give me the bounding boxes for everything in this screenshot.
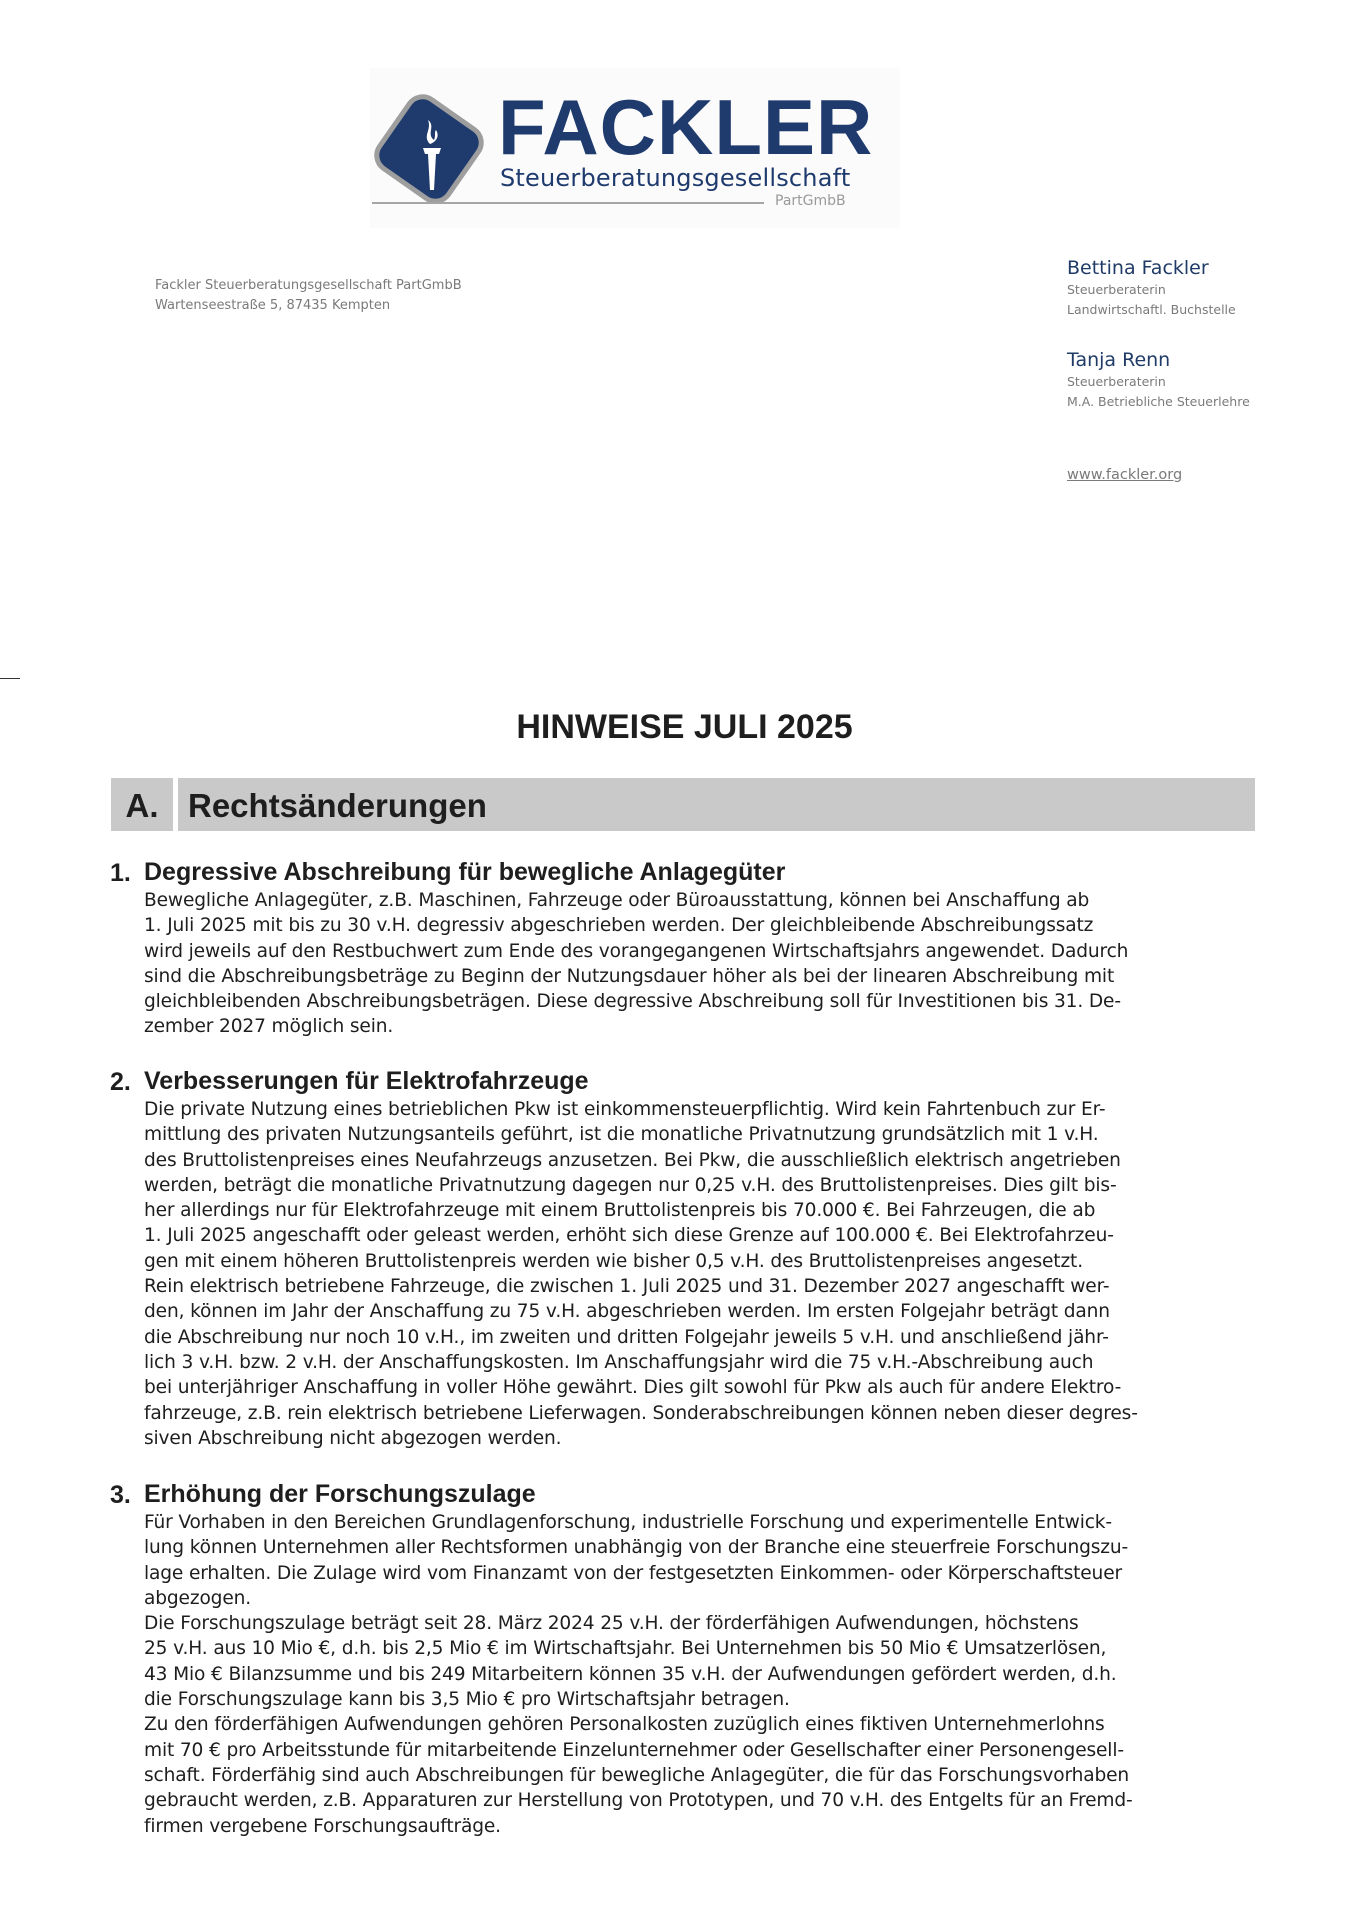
text-line: her allerdings nur für Elektrofahrzeuge mit einem Bruttolistenpreis bis 70.000 €. Bei Fahrzeugen, die ab	[144, 1200, 1096, 1222]
text-line: mittlung des privaten Nutzungsanteils geführt, ist die monatliche Privatnutzung grundsätzlich mit 1 v.H.	[144, 1124, 1099, 1146]
text-line: 1. Juli 2025 angeschafft oder geleast werden, erhöht sich diese Grenze auf 100.000 €. Bei Elektrofahrzeu-	[144, 1225, 1114, 1247]
text-line: wird jeweils auf den Restbuchwert zum Ende des vorangegangenen Wirtschaftsjahrs angewendet. Dadurch	[144, 940, 1129, 962]
text-line: Für Vorhaben in den Bereichen Grundlagenforschung, industrielle Forschung und experimentelle Entwick-	[144, 1512, 1112, 1533]
sender-line-2: Wartenseestraße 5, 87435 Kempten	[155, 298, 391, 313]
text-line: 43 Mio € Bilanzsumme und bis 249 Mitarbeitern können 35 v.H. der Aufwendungen gefördert werden, d.h.	[144, 1663, 1117, 1685]
contact-extra: M.A. Betriebliche Steuerlehre	[1067, 394, 1250, 409]
text-line: fahrzeuge, z.B. rein elektrisch betriebene Lieferwagen. Sonderabschreibungen können neben dieser degres-	[144, 1402, 1138, 1424]
text-line: Bewegliche Anlagegüter, z.B. Maschinen, Fahrzeuge oder Büroausstattung, können bei Anschaffung ab	[144, 890, 1090, 911]
section-title: Rechtsänderungen	[178, 778, 1255, 831]
item-number: 3.	[110, 1481, 131, 1509]
fold-mark	[0, 678, 20, 679]
text-line: zember 2027 möglich sein.	[144, 1016, 394, 1038]
item-number: 1.	[110, 859, 131, 887]
section-letter: A.	[111, 778, 173, 831]
text-line: die Abschreibung nur noch 10 v.H., im zweiten und dritten Folgejahr jeweils 5 v.H. und anschließend jähr-	[144, 1326, 1109, 1348]
text-line: lich 3 v.H. bzw. 2 v.H. der Anschaffungskosten. Im Anschaffungsjahr wird die 75 v.H.-Abschreibung auch	[144, 1351, 1094, 1373]
article-item	[110, 858, 1260, 1040]
text-line: abgezogen.	[144, 1587, 252, 1609]
section-header	[111, 778, 1255, 831]
contact-extra: Landwirtschaftl. Buchstelle	[1067, 302, 1236, 317]
text-line: gleichbleibenden Abschreibungsbeträgen. Diese degressive Abschreibung soll für Investitionen bis 31. De-	[144, 991, 1121, 1013]
text-line: sind die Abschreibungsbeträge zu Beginn der Nutzungsdauer höher als bei der linearen Abschreibung mit	[144, 965, 1115, 987]
sender-address	[155, 276, 462, 316]
text-line: schaft. Förderfähig sind auch Abschreibungen für bewegliche Anlagegüter, die für das Forschungsvorhaben	[144, 1764, 1130, 1786]
text-line: Die private Nutzung eines betrieblichen Pkw ist einkommensteuerpflichtig. Wird kein Fahrtenbuch zur Er-	[144, 1099, 1106, 1120]
contact-card	[1067, 256, 1327, 320]
item-body	[144, 1097, 1260, 1451]
text-line: Rein elektrisch betriebene Fahrzeuge, die zwischen 1. Juli 2025 und 31. Dezember 2027 angeschafft wer-	[144, 1276, 1110, 1298]
text-line: den, können im Jahr der Anschaffung zu 75 v.H. abgeschrieben werden. Im ersten Folgejahr beträgt dann	[144, 1301, 1110, 1323]
text-line: gebraucht werden, z.B. Apparaturen zur Herstellung von Prototypen, und 70 v.H. des Entgelts für an Fremd-	[144, 1790, 1133, 1812]
item-title: Erhöhung der Forschungszulage	[144, 1480, 536, 1508]
company-logo	[370, 68, 900, 228]
logo-divider	[372, 202, 764, 204]
text-line: bei unterjähriger Anschaffung in voller Höhe gewährt. Dies gilt sowohl für Pkw als auch für andere Elektro-	[144, 1377, 1122, 1399]
document-title: HINWEISE JULI 2025	[516, 708, 853, 746]
text-line: des Bruttolistenpreises eines Neufahrzeugs anzusetzen. Bei Pkw, die ausschließlich elektrisch angetrieben	[144, 1149, 1121, 1171]
text-line: 25 v.H. aus 10 Mio €, d.h. bis 2,5 Mio € im Wirtschaftsjahr. Bei Unternehmen bis 50 Mio € Umsatzerlösen,	[144, 1638, 1107, 1660]
text-line: die Forschungszulage kann bis 3,5 Mio € pro Wirtschaftsjahr betragen.	[144, 1689, 790, 1711]
contacts-column	[1067, 256, 1327, 440]
text-line: siven Abschreibung nicht abgezogen werden.	[144, 1427, 562, 1449]
item-body	[144, 888, 1260, 1040]
text-line: Die Forschungszulage beträgt seit 28. März 2024 25 v.H. der förderfähigen Aufwendungen, höchstens	[144, 1613, 1079, 1635]
text-line: gen mit einem höheren Bruttolistenpreis werden wie bisher 0,5 v.H. des Bruttolistenpreises angesetzt.	[144, 1250, 1083, 1272]
contact-card	[1067, 348, 1327, 412]
item-title: Verbesserungen für Elektrofahrzeuge	[144, 1067, 589, 1095]
contact-name: Tanja Renn	[1067, 349, 1171, 371]
contact-name: Bettina Fackler	[1067, 257, 1209, 279]
text-line: werden, beträgt die monatliche Privatnutzung dagegen nur 0,25 v.H. des Bruttolistenpreises. Dies gilt bis-	[144, 1174, 1117, 1196]
text-line: Zu den förderfähigen Aufwendungen gehören Personalkosten zuzüglich eines fiktiven Unternehmerlohns	[144, 1714, 1105, 1736]
torch-icon	[370, 90, 488, 208]
logo-suffix: PartGmbB	[775, 193, 846, 209]
contact-title: Steuerberaterin	[1067, 282, 1166, 297]
article-item	[110, 1480, 1260, 1839]
website-link[interactable]: www.fackler.org	[1067, 467, 1183, 483]
logo-subtitle: Steuerberatungsgesellschaft	[500, 164, 851, 192]
contact-title: Steuerberaterin	[1067, 374, 1166, 389]
sender-line-1: Fackler Steuerberatungsgesellschaft PartGmbB	[155, 278, 462, 293]
logo-wordmark: FACKLER	[498, 83, 874, 171]
text-line: lung können Unternehmen aller Rechtsformen unabhängig von der Branche eine steuerfreie Forschungszu-	[144, 1537, 1129, 1559]
text-line: mit 70 € pro Arbeitsstunde für mitarbeitende Einzelunternehmer oder Gesellschafter einer Personengesell-	[144, 1739, 1124, 1761]
text-line: lage erhalten. Die Zulage wird vom Finanzamt von der festgesetzten Einkommen- oder Körperschaftsteuer	[144, 1562, 1122, 1584]
item-title: Degressive Abschreibung für bewegliche Anlagegüter	[144, 858, 786, 886]
text-line: 1. Juli 2025 mit bis zu 30 v.H. degressiv abgeschrieben werden. Der gleichbleibende Abschreibungssatz	[144, 915, 1094, 937]
item-body	[144, 1510, 1260, 1839]
item-number: 2.	[110, 1068, 131, 1096]
text-line: firmen vergebene Forschungsaufträge.	[144, 1815, 501, 1837]
article-item	[110, 1067, 1260, 1451]
